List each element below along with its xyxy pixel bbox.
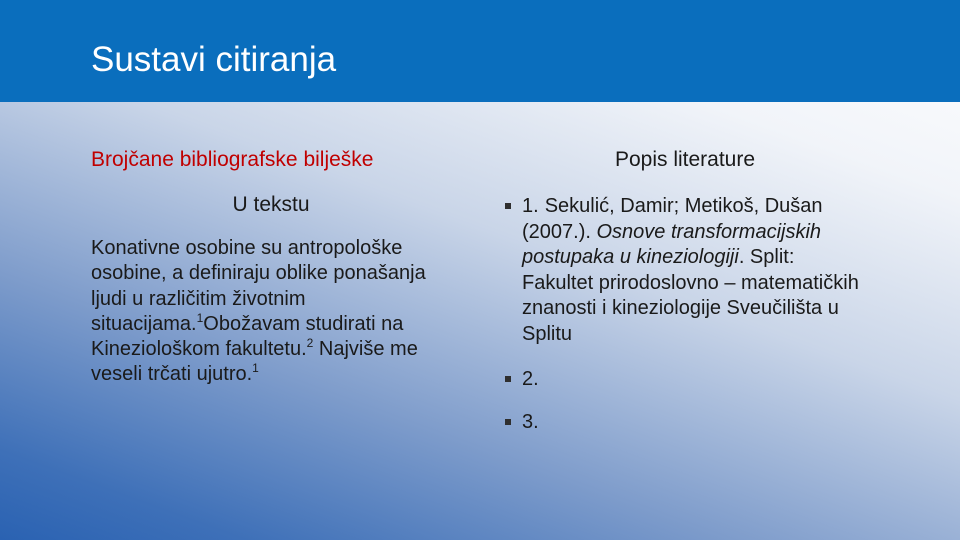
example-sentence-3: Najviše me veseli trčati ujutro. bbox=[91, 338, 418, 386]
left-column-heading: Brojčane bibliografske bilješke bbox=[91, 148, 374, 171]
slide-title: Sustavi citiranja bbox=[91, 40, 337, 79]
reference-list bbox=[505, 194, 860, 435]
square-bullet-icon bbox=[505, 203, 511, 209]
square-bullet-icon bbox=[505, 376, 511, 382]
citation-marker-2: 2 bbox=[306, 336, 314, 351]
square-bullet-icon bbox=[505, 419, 511, 425]
reference-number: 1. bbox=[522, 195, 539, 217]
citation-marker-3: 1 bbox=[252, 361, 259, 376]
example-sentence-2: Obožavam studirati na Kineziološkom fakultetu. bbox=[91, 312, 404, 361]
reference-authors: Sekulić, Damir; Metikoš, Dušan (2007.). bbox=[522, 195, 823, 243]
left-column-subheading: U tekstu bbox=[232, 193, 310, 216]
reference-publisher: . Split: Fakultet prirodoslovno – matematičkih znanosti i kineziologije Sveučilišta u Splitu bbox=[522, 246, 859, 345]
reference-item bbox=[505, 410, 860, 436]
reference-number: 2. bbox=[522, 368, 539, 390]
reference-item bbox=[505, 367, 860, 393]
reference-number: 3. bbox=[522, 410, 539, 433]
reference-title: Osnove transformacijskih postupaka u kineziologiji bbox=[522, 220, 822, 268]
in-text-example bbox=[91, 236, 463, 388]
right-column-heading: Popis literature bbox=[614, 148, 756, 171]
example-sentence-1: Konativne osobine su antropološke osobine, a definiraju oblike ponašanja ljudi u različitim životnim situacijama. bbox=[91, 237, 426, 335]
citation-marker-1: 1 bbox=[196, 310, 204, 325]
title-bar bbox=[0, 0, 960, 102]
reference-item bbox=[505, 194, 860, 347]
